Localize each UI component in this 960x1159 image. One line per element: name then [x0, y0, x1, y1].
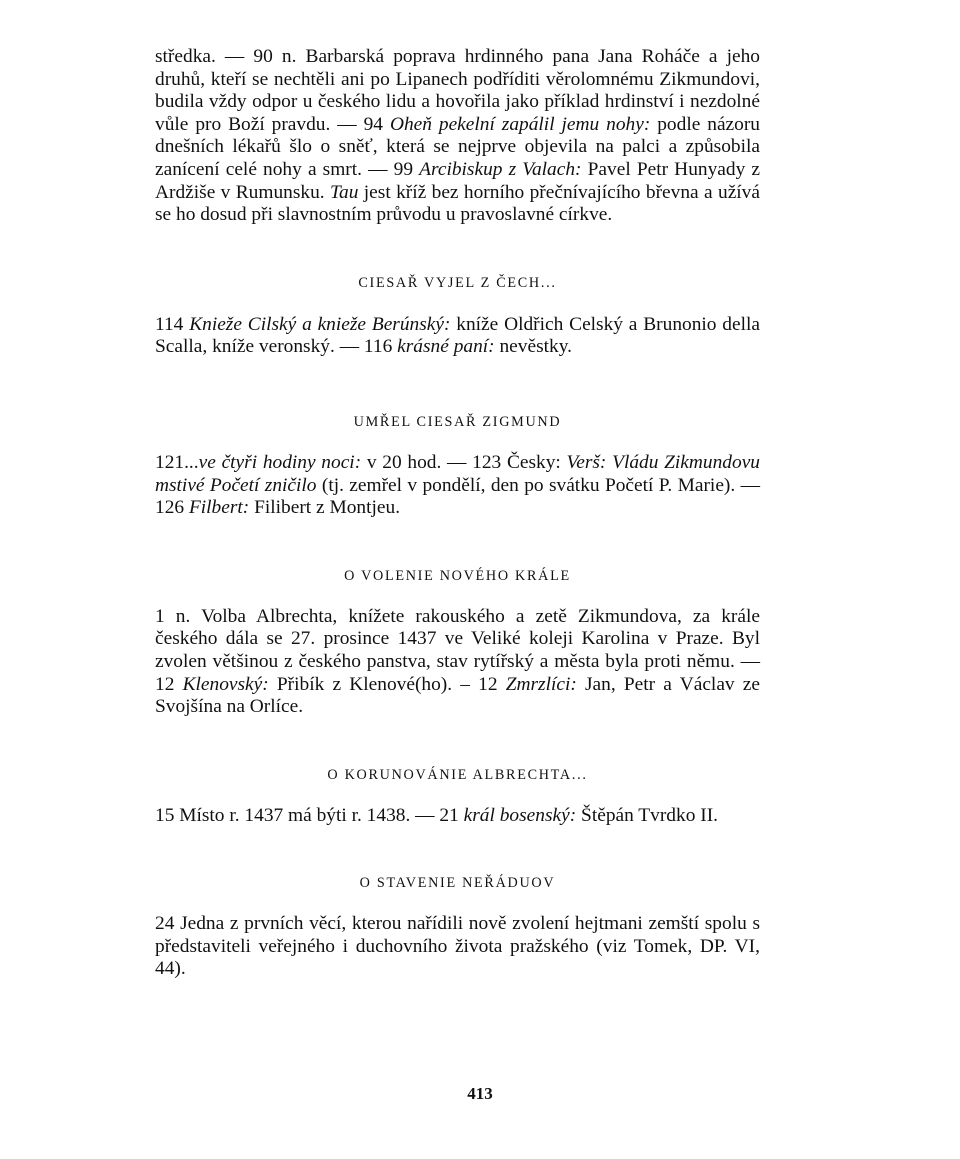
note-text: jest kříž bez horního přečnívajícího břevna a užívá se ho dosud při slavnostním průvodu u pravoslavné církve. [155, 181, 760, 226]
note-text: 1 n. Volba Albrechta, knížete rakouského a zetě Zikmundova, za krále českého dála se 27. prosince 1437 ve Veliké koleji Karolina v Praze. Byl zvolen většinou z českého panstva, stav rytířský a města byla proti němu. — 12 [155, 605, 760, 695]
section-heading: UMŘEL CIESAŘ ZIGMUND [353, 413, 562, 430]
italic-lemma: král bosenský: [463, 804, 577, 826]
note-paragraph [155, 314, 760, 359]
note-text: Filibert z Montjeu. [249, 497, 401, 519]
note-text: nevěstky. [494, 336, 573, 358]
notes-column [155, 46, 760, 981]
note-text: Štěpán Tvrdko II. [576, 804, 719, 826]
note-paragraph [155, 913, 760, 981]
italic-lemma: Klenovský: [182, 673, 269, 695]
italic-lemma: krásné paní: [397, 336, 495, 358]
italic-lemma: Filbert: [188, 497, 250, 519]
note-text: podle názoru dnešních lékařů šlo o sněť, která se nejprve objevila na palci a způsobila zanícení celé nohy a smrt. — 99 [155, 113, 760, 180]
note-text: (tj. zemřel v pondělí, den po svátku Početí P. Marie). — 126 [155, 474, 760, 519]
note-text: Pavel Petr Hunyady z Ardžiše v Rumunsku. [155, 158, 761, 203]
italic-lemma: Oheň pekelní zapálil jemu nohy: [389, 113, 651, 135]
note-text: 114 [155, 313, 190, 335]
note-text: Přibík z Klenové(ho). – 12 [268, 673, 506, 695]
note-paragraph [155, 46, 760, 227]
section-heading: CIESAŘ VYJEL Z ČECH... [358, 274, 557, 291]
section-heading: O STAVENIE NEŘÁDUOV [359, 875, 556, 892]
section-heading: O VOLENIE NOVÉHO KRÁLE [344, 567, 571, 584]
italic-lemma: ve čtyři hodiny noci: [198, 451, 362, 473]
note-text: v 20 hod. — 123 Česky: [361, 451, 567, 473]
note-text: kníže Oldřich Celský a Brunonio della Scalla, kníže veronský. — 116 [155, 313, 760, 358]
note-text: 121... [155, 451, 199, 473]
italic-lemma: Zmrzlíci: [505, 673, 577, 695]
section-heading: O KORUNOVÁNIE ALBRECHTA... [327, 766, 588, 783]
note-paragraph [155, 606, 760, 719]
note-paragraph [155, 805, 760, 828]
note-text: středka. — 90 n. Barbarská poprava hrdinného pana Jana Roháče a jeho druhů, kteří se nechtěli ani po Lipanech podříditi věrolomnému Zikmundovi, budila vždy odpor u českého lidu a hovořila jako příklad hrdinství i nezdolné vůle pro Boží pravdu. — 94 [155, 46, 760, 135]
page-number: 413 [467, 1084, 493, 1103]
note-text: 24 Jedna z prvních věcí, kterou nařídili nově zvolení hejtmani zemští spolu s představiteli veřejného i duchovního života pražského (viz Tomek, DP. VI, 44). [155, 913, 760, 980]
italic-lemma: Knieže Cilský a knieže Berúnský: [189, 313, 451, 335]
italic-lemma: Verš: Vládu Zikmundovu mstivé Početí zničilo [155, 451, 760, 496]
note-text: Jan, Petr a Václav ze Svojšína na Orlíce. [155, 673, 761, 718]
italic-lemma: Tau [330, 181, 359, 203]
note-text: 15 Místo r. 1437 má býti r. 1438. — 21 [155, 804, 464, 826]
note-paragraph [155, 452, 760, 520]
italic-lemma: Arcibiskup z Valach: [419, 158, 582, 180]
